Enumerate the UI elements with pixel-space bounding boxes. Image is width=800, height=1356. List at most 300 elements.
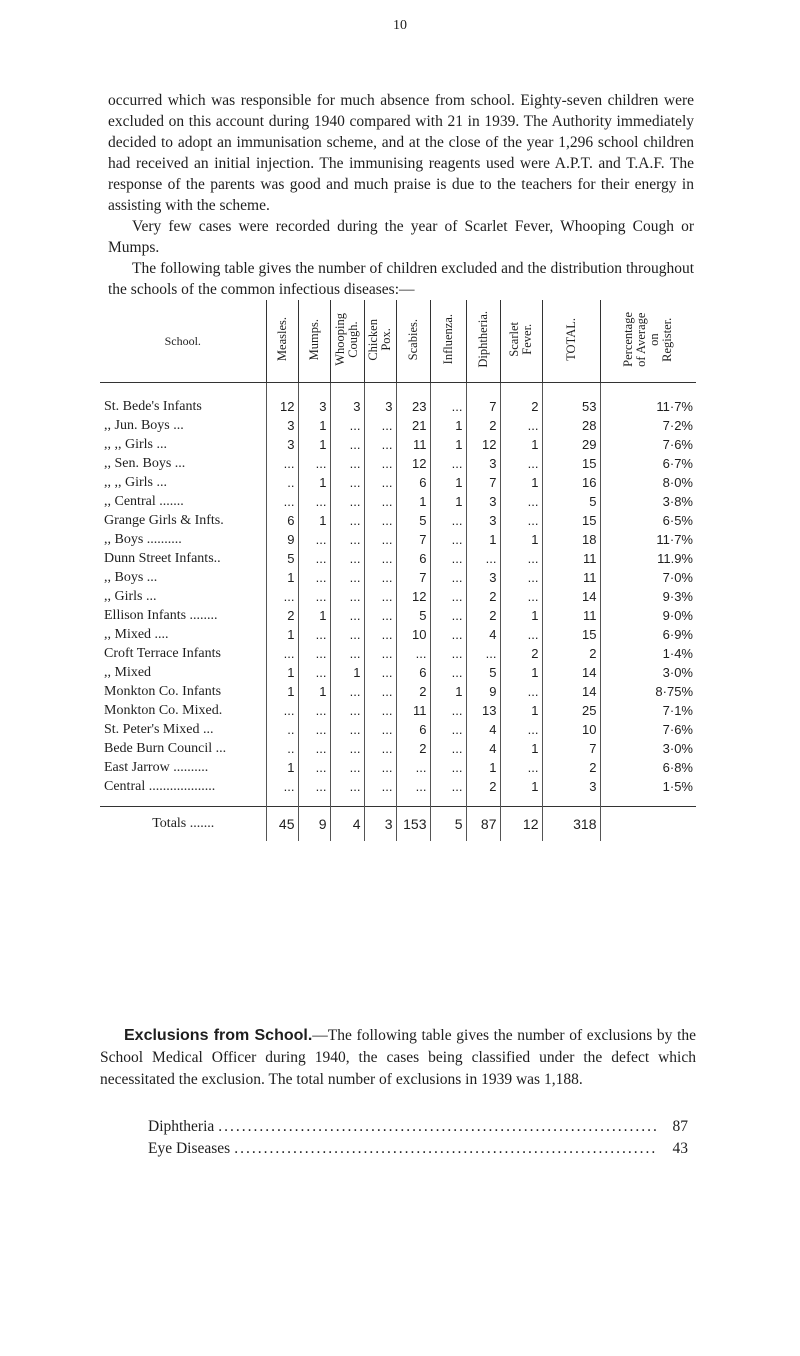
total-scabies: 153 bbox=[396, 807, 430, 842]
cell-diphtheria: ... bbox=[466, 644, 500, 663]
cell-school-name: Monkton Co. Infants bbox=[104, 683, 222, 699]
cell-mumps: ... bbox=[298, 777, 330, 796]
spacer-cell bbox=[266, 796, 298, 807]
cell-whooping-cough: ... bbox=[330, 758, 364, 777]
table-row bbox=[100, 454, 696, 473]
table-row bbox=[100, 701, 696, 720]
cell-scabies: 11 bbox=[396, 701, 430, 720]
cell-scarlet-fever: ... bbox=[500, 587, 542, 606]
cell-percentage: 7·6% bbox=[600, 720, 696, 739]
cell-influenza: ... bbox=[430, 454, 466, 473]
cell-measles: ... bbox=[266, 777, 298, 796]
cell-measles: ... bbox=[266, 492, 298, 511]
spacer-cell bbox=[396, 796, 430, 807]
cell-school-name: ,, Boys ... bbox=[104, 569, 158, 585]
header-chicken-pox: Chicken Pox. bbox=[364, 300, 396, 383]
spacer-cell bbox=[500, 796, 542, 807]
cell-whooping-cough: ... bbox=[330, 739, 364, 758]
cell-scarlet-fever: ... bbox=[500, 758, 542, 777]
cell-chicken-pox: ... bbox=[364, 416, 396, 435]
cell-school-name: Ellison Infants ........ bbox=[104, 607, 218, 623]
exclusions-text: —The following table gives the number of exclusions by the School Medical Officer during 1940, the cases being classified under the defect which necessitated the exclusion. The total number of exclusions in 1939 was 1,188. bbox=[100, 1027, 697, 1088]
cell-percentage: 3·0% bbox=[600, 739, 696, 758]
exclusion-label: Eye Diseases bbox=[148, 1140, 231, 1157]
cell-total: 7 bbox=[542, 739, 600, 758]
cell-chicken-pox: ... bbox=[364, 549, 396, 568]
cell-chicken-pox: ... bbox=[364, 606, 396, 625]
table-row bbox=[100, 663, 696, 682]
page-number: 10 bbox=[393, 18, 407, 33]
cell-total: 15 bbox=[542, 511, 600, 530]
cell-influenza: 1 bbox=[430, 682, 466, 701]
cell-percentage: 9·0% bbox=[600, 606, 696, 625]
cell-mumps: 1 bbox=[298, 473, 330, 492]
spacer-cell bbox=[542, 796, 600, 807]
exclusion-value: 87 bbox=[672, 1118, 688, 1135]
cell-influenza: ... bbox=[430, 720, 466, 739]
cell-school-name: ,, Mixed .... bbox=[104, 626, 169, 642]
cell-whooping-cough: ... bbox=[330, 606, 364, 625]
table-row bbox=[100, 435, 696, 454]
table-row bbox=[100, 473, 696, 492]
cell-scabies: 1 bbox=[396, 492, 430, 511]
cell-diphtheria: 3 bbox=[466, 511, 500, 530]
cell-whooping-cough: ... bbox=[330, 530, 364, 549]
cell-school-name: Monkton Co. Mixed. bbox=[104, 702, 223, 718]
cell-influenza: ... bbox=[430, 758, 466, 777]
cell-scarlet-fever: ... bbox=[500, 454, 542, 473]
total-chicken-pox: 3 bbox=[364, 807, 396, 842]
exclusion-label: Diphtheria bbox=[148, 1118, 215, 1135]
cell-measles: 1 bbox=[266, 568, 298, 587]
table-row bbox=[100, 625, 696, 644]
cell-school-name: East Jarrow .......... bbox=[104, 759, 209, 775]
cell-percentage: 11·7% bbox=[600, 530, 696, 549]
cell-whooping-cough: ... bbox=[330, 701, 364, 720]
cell-whooping-cough: 1 bbox=[330, 663, 364, 682]
cell-scabies: 6 bbox=[396, 549, 430, 568]
cell-scabies: 23 bbox=[396, 383, 430, 417]
cell-scabies: 5 bbox=[396, 511, 430, 530]
spacer-row bbox=[100, 796, 696, 807]
cell-percentage: 6·7% bbox=[600, 454, 696, 473]
cell-influenza: ... bbox=[430, 663, 466, 682]
cell-school-name: ,, ,, Girls ... bbox=[104, 474, 167, 490]
header-influenza: Influenza. bbox=[430, 300, 466, 383]
cell-influenza: ... bbox=[430, 549, 466, 568]
cell-measles: 1 bbox=[266, 625, 298, 644]
exclusions-heading: Exclusions from School. bbox=[124, 1027, 313, 1044]
cell-mumps: ... bbox=[298, 758, 330, 777]
cell-school-name: ,, Mixed bbox=[104, 664, 152, 680]
spacer-cell bbox=[466, 796, 500, 807]
cell-scabies: 10 bbox=[396, 625, 430, 644]
table-row bbox=[100, 492, 696, 511]
total-percentage bbox=[600, 807, 696, 842]
cell-mumps: ... bbox=[298, 454, 330, 473]
table-row bbox=[100, 587, 696, 606]
cell-influenza: 1 bbox=[430, 473, 466, 492]
header-mumps: Mumps. bbox=[298, 300, 330, 383]
leader-dots bbox=[218, 1118, 656, 1136]
cell-diphtheria: 7 bbox=[466, 383, 500, 417]
total-mumps: 9 bbox=[298, 807, 330, 842]
cell-percentage: 7·2% bbox=[600, 416, 696, 435]
exclusions-list bbox=[148, 1118, 688, 1162]
cell-scarlet-fever: 1 bbox=[500, 777, 542, 796]
cell-scarlet-fever: 2 bbox=[500, 644, 542, 663]
cell-measles: 1 bbox=[266, 663, 298, 682]
cell-mumps: 3 bbox=[298, 383, 330, 417]
cell-diphtheria: 3 bbox=[466, 454, 500, 473]
cell-measles: 3 bbox=[266, 435, 298, 454]
cell-measles: ... bbox=[266, 587, 298, 606]
cell-whooping-cough: ... bbox=[330, 682, 364, 701]
cell-chicken-pox: ... bbox=[364, 663, 396, 682]
cell-diphtheria: 13 bbox=[466, 701, 500, 720]
cell-scabies: 7 bbox=[396, 530, 430, 549]
cell-mumps: 1 bbox=[298, 682, 330, 701]
cell-school-name: Central ................... bbox=[104, 778, 216, 794]
cell-measles: 1 bbox=[266, 758, 298, 777]
cell-scarlet-fever: ... bbox=[500, 511, 542, 530]
cell-measles: 12 bbox=[266, 383, 298, 417]
cell-diphtheria: 7 bbox=[466, 473, 500, 492]
exclusion-item bbox=[148, 1140, 688, 1162]
infectious-diseases-table bbox=[100, 300, 696, 841]
cell-whooping-cough: ... bbox=[330, 549, 364, 568]
cell-mumps: ... bbox=[298, 587, 330, 606]
cell-scarlet-fever: ... bbox=[500, 568, 542, 587]
table-header-row bbox=[100, 300, 696, 383]
cell-whooping-cough: 3 bbox=[330, 383, 364, 417]
cell-whooping-cough: ... bbox=[330, 416, 364, 435]
spacer-cell bbox=[364, 796, 396, 807]
cell-measles: ... bbox=[266, 644, 298, 663]
cell-chicken-pox: ... bbox=[364, 587, 396, 606]
cell-mumps: ... bbox=[298, 720, 330, 739]
cell-percentage: 3·0% bbox=[600, 663, 696, 682]
table-row bbox=[100, 568, 696, 587]
cell-scabies: 11 bbox=[396, 435, 430, 454]
exclusion-item bbox=[148, 1118, 688, 1140]
cell-scarlet-fever: 1 bbox=[500, 606, 542, 625]
paragraph-table-intro: The following table gives the number of children excluded and the distribution throughout the schools of the common infectious diseases:— bbox=[108, 260, 694, 298]
cell-school-name: ,, Girls ... bbox=[104, 588, 157, 604]
header-school: School. bbox=[100, 300, 266, 383]
cell-influenza: ... bbox=[430, 530, 466, 549]
cell-school-name: Grange Girls & Infts. bbox=[104, 512, 224, 528]
cell-influenza: ... bbox=[430, 606, 466, 625]
cell-diphtheria: 1 bbox=[466, 530, 500, 549]
spacer-cell bbox=[100, 796, 266, 807]
cell-chicken-pox: ... bbox=[364, 530, 396, 549]
cell-whooping-cough: ... bbox=[330, 587, 364, 606]
cell-percentage: 3·8% bbox=[600, 492, 696, 511]
cell-measles: 5 bbox=[266, 549, 298, 568]
table-row bbox=[100, 530, 696, 549]
cell-scabies: 7 bbox=[396, 568, 430, 587]
table-row bbox=[100, 758, 696, 777]
cell-chicken-pox: ... bbox=[364, 739, 396, 758]
cell-percentage: 1·4% bbox=[600, 644, 696, 663]
spacer-cell bbox=[600, 796, 696, 807]
table-row bbox=[100, 777, 696, 796]
paragraph-diphtheria-immunisation: occurred which was responsible for much absence from school. Eighty-seven children were excluded on this account during 1940 compared with 21 in 1939. The Authority immediately decided to adopt an immunisation scheme, and at the close of the year 1,296 school children had received an initial injection. The immunising reagents used were A.P.T. and T.A.F. The response of the parents was good and much praise is due to the teachers for their energy in assisting with the scheme. bbox=[108, 92, 694, 214]
cell-measles: 3 bbox=[266, 416, 298, 435]
cell-scarlet-fever: ... bbox=[500, 492, 542, 511]
cell-diphtheria: 1 bbox=[466, 758, 500, 777]
cell-scabies: 6 bbox=[396, 720, 430, 739]
table-row bbox=[100, 383, 696, 417]
cell-scarlet-fever: 1 bbox=[500, 739, 542, 758]
cell-scabies: 2 bbox=[396, 739, 430, 758]
cell-influenza: ... bbox=[430, 568, 466, 587]
cell-chicken-pox: 3 bbox=[364, 383, 396, 417]
cell-scabies: ... bbox=[396, 644, 430, 663]
cell-total: 29 bbox=[542, 435, 600, 454]
cell-chicken-pox: ... bbox=[364, 682, 396, 701]
cell-total: 25 bbox=[542, 701, 600, 720]
header-scarlet-fever: Scarlet Fever. bbox=[500, 300, 542, 383]
header-scabies: Scabies. bbox=[396, 300, 430, 383]
cell-diphtheria: 12 bbox=[466, 435, 500, 454]
cell-whooping-cough: ... bbox=[330, 568, 364, 587]
cell-measles: ... bbox=[266, 701, 298, 720]
cell-whooping-cough: ... bbox=[330, 511, 364, 530]
cell-total: 2 bbox=[542, 644, 600, 663]
cell-whooping-cough: ... bbox=[330, 435, 364, 454]
cell-percentage: 6·9% bbox=[600, 625, 696, 644]
table-row bbox=[100, 416, 696, 435]
cell-scarlet-fever: 1 bbox=[500, 701, 542, 720]
cell-mumps: ... bbox=[298, 739, 330, 758]
cell-diphtheria: 4 bbox=[466, 625, 500, 644]
cell-chicken-pox: ... bbox=[364, 492, 396, 511]
cell-percentage: 11.9% bbox=[600, 549, 696, 568]
cell-total: 53 bbox=[542, 383, 600, 417]
header-diphtheria: Diphtheria. bbox=[466, 300, 500, 383]
cell-measles: .. bbox=[266, 720, 298, 739]
cell-whooping-cough: ... bbox=[330, 720, 364, 739]
cell-school-name: ,, Sen. Boys ... bbox=[104, 455, 186, 471]
cell-influenza: ... bbox=[430, 511, 466, 530]
cell-measles: ... bbox=[266, 454, 298, 473]
cell-influenza: 1 bbox=[430, 492, 466, 511]
cell-measles: 9 bbox=[266, 530, 298, 549]
spacer-cell bbox=[298, 796, 330, 807]
cell-influenza: ... bbox=[430, 383, 466, 417]
cell-mumps: ... bbox=[298, 644, 330, 663]
cell-diphtheria: 2 bbox=[466, 606, 500, 625]
cell-scarlet-fever: ... bbox=[500, 720, 542, 739]
cell-total: 18 bbox=[542, 530, 600, 549]
cell-diphtheria: 2 bbox=[466, 587, 500, 606]
cell-scabies: 6 bbox=[396, 663, 430, 682]
table-row bbox=[100, 644, 696, 663]
cell-diphtheria: 4 bbox=[466, 739, 500, 758]
cell-total: 28 bbox=[542, 416, 600, 435]
cell-school-name: Dunn Street Infants.. bbox=[104, 550, 221, 566]
cell-influenza: ... bbox=[430, 777, 466, 796]
header-percentage: Percentage of Average on Register. bbox=[600, 300, 696, 383]
table-row bbox=[100, 549, 696, 568]
cell-mumps: 1 bbox=[298, 416, 330, 435]
table-row bbox=[100, 682, 696, 701]
cell-scabies: 12 bbox=[396, 454, 430, 473]
cell-school-name: ,, Central ....... bbox=[104, 493, 184, 509]
cell-school-name: St. Peter's Mixed ... bbox=[104, 721, 214, 737]
cell-scabies: ... bbox=[396, 758, 430, 777]
cell-chicken-pox: ... bbox=[364, 758, 396, 777]
cell-scarlet-fever: ... bbox=[500, 549, 542, 568]
total-influenza: 5 bbox=[430, 807, 466, 842]
total-diphtheria: 87 bbox=[466, 807, 500, 842]
cell-scarlet-fever: 2 bbox=[500, 383, 542, 417]
cell-diphtheria: 9 bbox=[466, 682, 500, 701]
paragraph-few-cases: Very few cases were recorded during the year of Scarlet Fever, Whooping Cough or Mumps. bbox=[108, 218, 694, 256]
cell-measles: 6 bbox=[266, 511, 298, 530]
totals-row bbox=[100, 807, 696, 842]
cell-school-name: ,, Jun. Boys ... bbox=[104, 417, 184, 433]
cell-diphtheria: 5 bbox=[466, 663, 500, 682]
cell-scabies: 12 bbox=[396, 587, 430, 606]
cell-total: 14 bbox=[542, 682, 600, 701]
cell-influenza: ... bbox=[430, 644, 466, 663]
table-row bbox=[100, 511, 696, 530]
cell-percentage: 6·8% bbox=[600, 758, 696, 777]
cell-total: 15 bbox=[542, 454, 600, 473]
cell-percentage: 11·7% bbox=[600, 383, 696, 417]
cell-total: 16 bbox=[542, 473, 600, 492]
cell-diphtheria: 3 bbox=[466, 568, 500, 587]
cell-whooping-cough: ... bbox=[330, 473, 364, 492]
cell-chicken-pox: ... bbox=[364, 720, 396, 739]
infectious-diseases-table-container bbox=[100, 300, 696, 841]
total-measles: 45 bbox=[266, 807, 298, 842]
cell-scabies: ... bbox=[396, 777, 430, 796]
cell-scabies: 2 bbox=[396, 682, 430, 701]
cell-measles: .. bbox=[266, 473, 298, 492]
cell-diphtheria: 4 bbox=[466, 720, 500, 739]
cell-diphtheria: 2 bbox=[466, 777, 500, 796]
cell-whooping-cough: ... bbox=[330, 492, 364, 511]
header-measles: Measles. bbox=[266, 300, 298, 383]
cell-percentage: 7·0% bbox=[600, 568, 696, 587]
cell-mumps: ... bbox=[298, 568, 330, 587]
total-total: 318 bbox=[542, 807, 600, 842]
cell-mumps: 1 bbox=[298, 435, 330, 454]
header-total: TOTAL. bbox=[542, 300, 600, 383]
cell-school-name: Croft Terrace Infants bbox=[104, 645, 221, 661]
cell-total: 11 bbox=[542, 568, 600, 587]
cell-total: 11 bbox=[542, 606, 600, 625]
table-row bbox=[100, 606, 696, 625]
cell-influenza: ... bbox=[430, 587, 466, 606]
cell-influenza: ... bbox=[430, 739, 466, 758]
cell-measles: 2 bbox=[266, 606, 298, 625]
cell-diphtheria: 2 bbox=[466, 416, 500, 435]
cell-percentage: 7·6% bbox=[600, 435, 696, 454]
cell-total: 10 bbox=[542, 720, 600, 739]
cell-scarlet-fever: 1 bbox=[500, 530, 542, 549]
cell-percentage: 8·0% bbox=[600, 473, 696, 492]
cell-diphtheria: 3 bbox=[466, 492, 500, 511]
cell-influenza: ... bbox=[430, 625, 466, 644]
cell-scabies: 6 bbox=[396, 473, 430, 492]
cell-chicken-pox: ... bbox=[364, 701, 396, 720]
header-whooping-cough: Whooping Cough. bbox=[330, 300, 364, 383]
cell-mumps: ... bbox=[298, 663, 330, 682]
cell-chicken-pox: ... bbox=[364, 644, 396, 663]
cell-mumps: ... bbox=[298, 701, 330, 720]
total-scarlet-fever: 12 bbox=[500, 807, 542, 842]
cell-chicken-pox: ... bbox=[364, 473, 396, 492]
cell-total: 2 bbox=[542, 758, 600, 777]
cell-mumps: 1 bbox=[298, 606, 330, 625]
cell-chicken-pox: ... bbox=[364, 777, 396, 796]
cell-chicken-pox: ... bbox=[364, 454, 396, 473]
cell-school-name: St. Bede's Infants bbox=[104, 398, 202, 414]
cell-total: 14 bbox=[542, 587, 600, 606]
cell-measles: 1 bbox=[266, 682, 298, 701]
cell-whooping-cough: ... bbox=[330, 454, 364, 473]
cell-chicken-pox: ... bbox=[364, 625, 396, 644]
cell-scarlet-fever: ... bbox=[500, 625, 542, 644]
cell-total: 11 bbox=[542, 549, 600, 568]
cell-chicken-pox: ... bbox=[364, 568, 396, 587]
cell-scarlet-fever: 1 bbox=[500, 473, 542, 492]
cell-school-name: ,, Boys .......... bbox=[104, 531, 182, 547]
cell-whooping-cough: ... bbox=[330, 644, 364, 663]
cell-total: 14 bbox=[542, 663, 600, 682]
cell-scarlet-fever: 1 bbox=[500, 663, 542, 682]
table-row bbox=[100, 720, 696, 739]
cell-scarlet-fever: 1 bbox=[500, 435, 542, 454]
cell-mumps: ... bbox=[298, 492, 330, 511]
cell-scarlet-fever: ... bbox=[500, 682, 542, 701]
cell-chicken-pox: ... bbox=[364, 511, 396, 530]
cell-total: 15 bbox=[542, 625, 600, 644]
cell-whooping-cough: ... bbox=[330, 777, 364, 796]
cell-influenza: 1 bbox=[430, 435, 466, 454]
cell-mumps: ... bbox=[298, 549, 330, 568]
total-whooping-cough: 4 bbox=[330, 807, 364, 842]
cell-scabies: 21 bbox=[396, 416, 430, 435]
cell-scarlet-fever: ... bbox=[500, 416, 542, 435]
spacer-cell bbox=[430, 796, 466, 807]
cell-school-name: Bede Burn Council ... bbox=[104, 740, 227, 756]
cell-percentage: 7·1% bbox=[600, 701, 696, 720]
cell-diphtheria: ... bbox=[466, 549, 500, 568]
cell-influenza: 1 bbox=[430, 416, 466, 435]
cell-total: 3 bbox=[542, 777, 600, 796]
cell-percentage: 6·5% bbox=[600, 511, 696, 530]
cell-measles: .. bbox=[266, 739, 298, 758]
cell-whooping-cough: ... bbox=[330, 625, 364, 644]
cell-chicken-pox: ... bbox=[364, 435, 396, 454]
table-body bbox=[100, 383, 696, 842]
cell-total: 5 bbox=[542, 492, 600, 511]
leader-dots bbox=[234, 1140, 656, 1158]
cell-influenza: ... bbox=[430, 701, 466, 720]
exclusion-value: 43 bbox=[672, 1140, 688, 1157]
cell-school-name: ,, ,, Girls ... bbox=[104, 436, 167, 452]
cell-mumps: ... bbox=[298, 530, 330, 549]
exclusions-paragraph bbox=[100, 1025, 696, 1091]
table-row bbox=[100, 739, 696, 758]
cell-mumps: ... bbox=[298, 625, 330, 644]
